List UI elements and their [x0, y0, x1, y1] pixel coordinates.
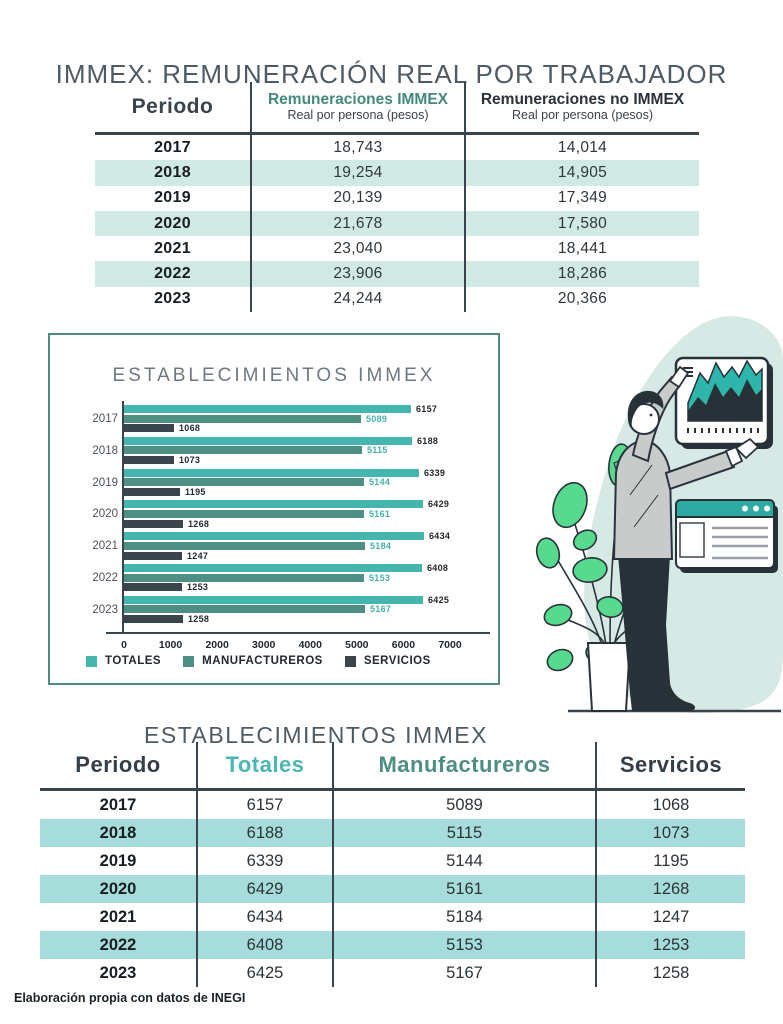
- bar-row: [124, 437, 494, 445]
- table-row: [95, 135, 699, 160]
- bar-value-label: 1068: [179, 423, 201, 434]
- bar-row: [124, 446, 494, 454]
- bar-value-label: 1268: [188, 518, 210, 529]
- column-header-totales: Totales: [196, 742, 332, 788]
- bar-value-label: 1195: [185, 486, 206, 497]
- remuneracion-table: [95, 82, 699, 312]
- bar-row: [124, 520, 494, 528]
- bar-value-label: 6429: [428, 499, 450, 510]
- cell-manufactureros: 5115: [332, 819, 595, 847]
- bar-servicios: [124, 488, 180, 496]
- table-row: [95, 211, 699, 236]
- bar-value-label: 5161: [369, 509, 391, 520]
- bar-row: [124, 488, 494, 496]
- cell-period: 2017: [154, 138, 191, 156]
- legend-swatch: [183, 656, 194, 667]
- x-axis-tick: 1000: [158, 639, 183, 651]
- cell-period: 2017: [99, 795, 137, 814]
- bar-servicios: [124, 552, 182, 560]
- table-row: [95, 160, 699, 185]
- cell-totales: 6188: [196, 819, 332, 847]
- cell-totales: 6434: [196, 903, 332, 931]
- bar-year-label: 2017: [92, 413, 118, 425]
- cell-no-immex: 14,905: [464, 160, 699, 185]
- immex-subtitle: Real por persona (pesos): [287, 108, 429, 123]
- cell-servicios: 1258: [595, 959, 745, 987]
- bar-value-label: 1073: [179, 455, 201, 466]
- bar-row: [124, 552, 494, 560]
- bar-value-label: 1247: [187, 550, 209, 561]
- bar-value-label: 5144: [369, 477, 391, 488]
- cell-totales: 6408: [196, 931, 332, 959]
- plant-pot: [588, 643, 630, 711]
- bar-value-label: 6425: [428, 594, 450, 605]
- cell-immex: 20,139: [250, 186, 464, 211]
- browser-window: [676, 500, 778, 573]
- bar-year-label: 2021: [92, 540, 118, 553]
- bar-year-label: 2018: [92, 444, 118, 457]
- x-axis-tick: 5000: [345, 639, 369, 651]
- cell-period: 2022: [99, 935, 137, 954]
- bar-value-label: 5153: [369, 572, 391, 583]
- bar-totales: [124, 405, 411, 413]
- bar-totales: [124, 500, 423, 508]
- cell-servicios: 1073: [595, 819, 745, 847]
- cell-manufactureros: 5144: [332, 847, 595, 875]
- bar-group-2018: [92, 435, 494, 466]
- cell-servicios: 1247: [595, 903, 745, 931]
- no-immex-title: Remuneraciones no IMMEX: [480, 90, 685, 108]
- legend-label: SERVICIOS: [363, 655, 431, 667]
- table-row: [95, 186, 699, 211]
- cell-period: 2019: [154, 189, 191, 207]
- x-axis-tick: 6000: [391, 639, 416, 651]
- bar-totales: [124, 469, 419, 477]
- cell-immex: 21,678: [250, 211, 464, 236]
- bar-value-label: 5184: [370, 540, 392, 551]
- bar-group-2019: [92, 467, 494, 498]
- bar-manufactureros: [124, 542, 365, 550]
- legend-label: TOTALES: [105, 655, 162, 667]
- legend-item-totales: [86, 655, 161, 667]
- establecimientos-table-body: [40, 791, 745, 987]
- legend-item-servicios: [345, 655, 431, 667]
- bar-row: [124, 574, 494, 582]
- bar-row: [124, 405, 494, 413]
- bar-row: [124, 415, 494, 423]
- cell-period: 2021: [99, 907, 137, 926]
- bar-servicios: [124, 583, 182, 591]
- bar-value-label: 6408: [427, 563, 449, 573]
- bar-group-2017: [92, 404, 494, 434]
- cell-period: 2018: [99, 823, 137, 842]
- chart-title: ESTABLECIMIENTOS IMMEX: [112, 365, 436, 386]
- bar-totales: [124, 596, 423, 604]
- bar-year-label: 2020: [92, 508, 118, 521]
- bar-totales: [124, 437, 412, 445]
- table-row: [40, 791, 745, 819]
- bar-manufactureros: [124, 510, 364, 518]
- establecimientos-table: [40, 742, 745, 987]
- column-header-manufactureros: Manufactureros: [332, 742, 595, 788]
- table-row: [40, 931, 745, 959]
- cell-no-immex: 17,580: [464, 211, 699, 236]
- cell-period: 2021: [154, 239, 191, 257]
- bar-manufactureros: [124, 605, 365, 613]
- window-header-bar: [676, 500, 774, 517]
- cell-no-immex: 18,441: [464, 236, 699, 261]
- remuneracion-table-header: [95, 82, 699, 135]
- cell-manufactureros: 5184: [332, 903, 595, 931]
- page-title: IMMEX: REMUNERACIÓN REAL POR TRABAJADOR: [55, 59, 728, 90]
- cell-servicios: 1068: [595, 791, 745, 819]
- x-axis-tick: 7000: [438, 639, 462, 651]
- bar-row: [124, 478, 494, 486]
- bar-value-label: 6188: [417, 435, 439, 446]
- cell-totales: 6157: [196, 791, 332, 819]
- bar-servicios: [124, 456, 174, 464]
- cell-no-immex: 18,286: [464, 261, 699, 286]
- bar-row: [124, 456, 494, 464]
- bar-manufactureros: [124, 415, 361, 423]
- establecimientos-table-header: [40, 742, 745, 791]
- bar-value-label: 1253: [187, 582, 209, 593]
- bar-value-label: 6339: [424, 467, 446, 478]
- cell-immex: 23,040: [250, 236, 464, 261]
- bar-value-label: 5089: [366, 413, 388, 424]
- bar-row: [124, 596, 494, 604]
- legend-label: MANUFACTUREROS: [202, 655, 323, 667]
- cell-manufactureros: 5089: [332, 791, 595, 819]
- cell-totales: 6425: [196, 959, 332, 987]
- legend-swatch: [86, 656, 97, 667]
- chart-legend: [86, 655, 431, 667]
- bar-row: [124, 532, 494, 540]
- bar-group-2021: [92, 531, 494, 561]
- establecimientos-heading: ESTABLECIMIENTOS IMMEX: [144, 722, 488, 749]
- cell-servicios: 1195: [595, 847, 745, 875]
- cell-no-immex: 20,366: [464, 287, 699, 312]
- bar-manufactureros: [124, 446, 362, 454]
- bar-group-2022: [92, 563, 494, 593]
- column-header-servicios: Servicios: [595, 742, 745, 788]
- bar-servicios: [124, 424, 174, 432]
- legend-item-manufactureros: [183, 655, 323, 667]
- chart-bars: [92, 404, 494, 627]
- legend-swatch: [345, 656, 356, 667]
- table-row: [40, 875, 745, 903]
- cell-manufactureros: 5153: [332, 931, 595, 959]
- x-axis-tick: 4000: [298, 639, 322, 651]
- x-axis-tick: 3000: [252, 639, 276, 651]
- x-axis-tick: 2000: [205, 639, 229, 651]
- bar-servicios: [124, 615, 183, 623]
- bar-row: [124, 424, 494, 432]
- bar-totales: [124, 564, 422, 572]
- bar-value-label: 5115: [367, 445, 388, 456]
- bar-row: [124, 542, 494, 550]
- source-note: Elaboración propia con datos de INEGI: [14, 991, 246, 1005]
- column-header-immex: [250, 82, 464, 132]
- cell-period: 2019: [99, 851, 137, 870]
- cell-manufactureros: 5167: [332, 959, 595, 987]
- cell-no-immex: 14,014: [464, 135, 699, 160]
- cell-no-immex: 17,349: [464, 186, 699, 211]
- illustration-data-analyst: [530, 315, 783, 730]
- x-axis-tick: 0: [121, 639, 127, 651]
- bar-value-label: 6157: [416, 404, 438, 414]
- bar-year-label: 2022: [92, 572, 118, 584]
- cell-period: 2023: [154, 290, 191, 308]
- bar-year-label: 2023: [92, 603, 118, 616]
- table-row: [95, 287, 699, 312]
- table-row: [40, 903, 745, 931]
- cell-immex: 23,906: [250, 261, 464, 286]
- bar-manufactureros: [124, 574, 364, 582]
- table-row: [40, 959, 745, 987]
- bar-value-label: 1258: [188, 614, 210, 625]
- table-row: [40, 819, 745, 847]
- immex-title: Remuneraciones IMMEX: [267, 90, 449, 108]
- bar-row: [124, 605, 494, 613]
- chart-card: [676, 358, 773, 449]
- cell-servicios: 1253: [595, 931, 745, 959]
- cell-totales: 6339: [196, 847, 332, 875]
- table-row: [95, 261, 699, 286]
- bar-value-label: 6434: [429, 531, 451, 542]
- table-row: [40, 847, 745, 875]
- no-immex-subtitle: Real por persona (pesos): [511, 108, 654, 123]
- bar-group-2023: [92, 594, 494, 625]
- table-row: [95, 236, 699, 261]
- cell-period: 2020: [99, 879, 137, 898]
- cell-totales: 6429: [196, 875, 332, 903]
- bar-row: [124, 615, 494, 623]
- cell-manufactureros: 5161: [332, 875, 595, 903]
- window-thumbnail: [680, 523, 704, 557]
- bar-row: [124, 510, 494, 518]
- bar-row: [124, 564, 494, 572]
- bar-value-label: 5167: [370, 604, 392, 615]
- cell-immex: 18,743: [250, 135, 464, 160]
- cell-servicios: 1268: [595, 875, 745, 903]
- bar-totales: [124, 532, 424, 540]
- bar-servicios: [124, 520, 183, 528]
- cell-period: 2018: [154, 163, 191, 181]
- establecimientos-chart: [48, 333, 500, 685]
- bar-manufactureros: [124, 478, 364, 486]
- remuneracion-table-body: [95, 135, 699, 312]
- column-header-periodo: [95, 82, 250, 132]
- bar-row: [124, 583, 494, 591]
- periodo-label: Periodo: [131, 95, 214, 118]
- chart-x-axis: [106, 632, 490, 634]
- column-header-no-immex: [464, 82, 699, 132]
- cell-period: 2023: [99, 963, 137, 982]
- cell-immex: 24,244: [250, 287, 464, 312]
- column-header-periodo-2: Periodo: [75, 752, 161, 777]
- cell-immex: 19,254: [250, 160, 464, 185]
- window-control-dots-icon: [742, 506, 770, 512]
- bar-year-label: 2019: [92, 476, 118, 489]
- bar-row: [124, 469, 494, 477]
- cell-period: 2022: [154, 265, 191, 283]
- person-eye: [650, 414, 653, 417]
- bar-group-2020: [92, 499, 494, 529]
- bar-row: [124, 500, 494, 508]
- cell-period: 2020: [154, 214, 191, 232]
